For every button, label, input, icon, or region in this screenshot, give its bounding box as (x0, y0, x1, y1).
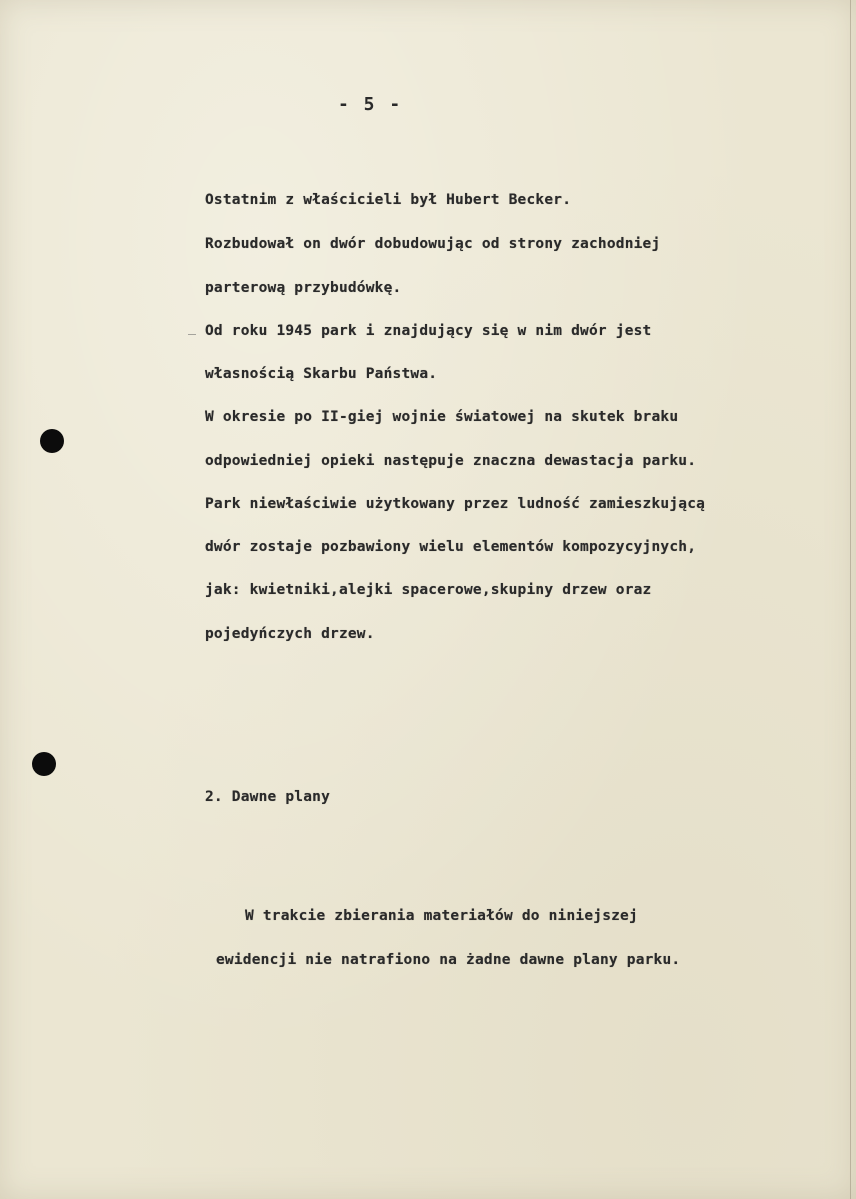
text-line: Ostatnim z właścicieli był Hubert Becker. (205, 192, 572, 208)
stray-pen-mark (188, 334, 196, 335)
text-line: W trakcie zbierania materiałów do niniejszej (245, 908, 638, 924)
text-line: Park niewłaściwie użytkowany przez ludność zamieszkującą (205, 496, 706, 512)
page-number: - 5 - (338, 94, 403, 115)
punch-hole-top (40, 429, 64, 453)
text-line: parterową przybudówkę. (205, 280, 402, 296)
text-line: pojedyńczych drzew. (205, 626, 375, 642)
text-line: dwór zostaje pozbawiony wielu elementów kompozycyjnych, (205, 539, 697, 555)
text-line: odpowiedniej opieki następuje znaczna dewastacja parku. (205, 453, 697, 469)
text-line: własnością Skarbu Państwa. (205, 366, 438, 382)
text-line: Rozbudował on dwór dobudowując od strony zachodniej (205, 236, 661, 252)
page-edge-line (850, 0, 851, 1199)
punch-hole-bottom (32, 752, 56, 776)
text-line: Od roku 1945 park i znajdujący się w nim dwór jest (205, 323, 652, 339)
text-line: jak: kwietniki,alejki spacerowe,skupiny drzew oraz (205, 582, 652, 598)
text-line: W okresie po II-giej wojnie światowej na skutek braku (205, 409, 679, 425)
section-heading: 2. Dawne plany (205, 789, 331, 805)
text-line: ewidencji nie natrafiono na żadne dawne plany parku. (216, 952, 681, 968)
